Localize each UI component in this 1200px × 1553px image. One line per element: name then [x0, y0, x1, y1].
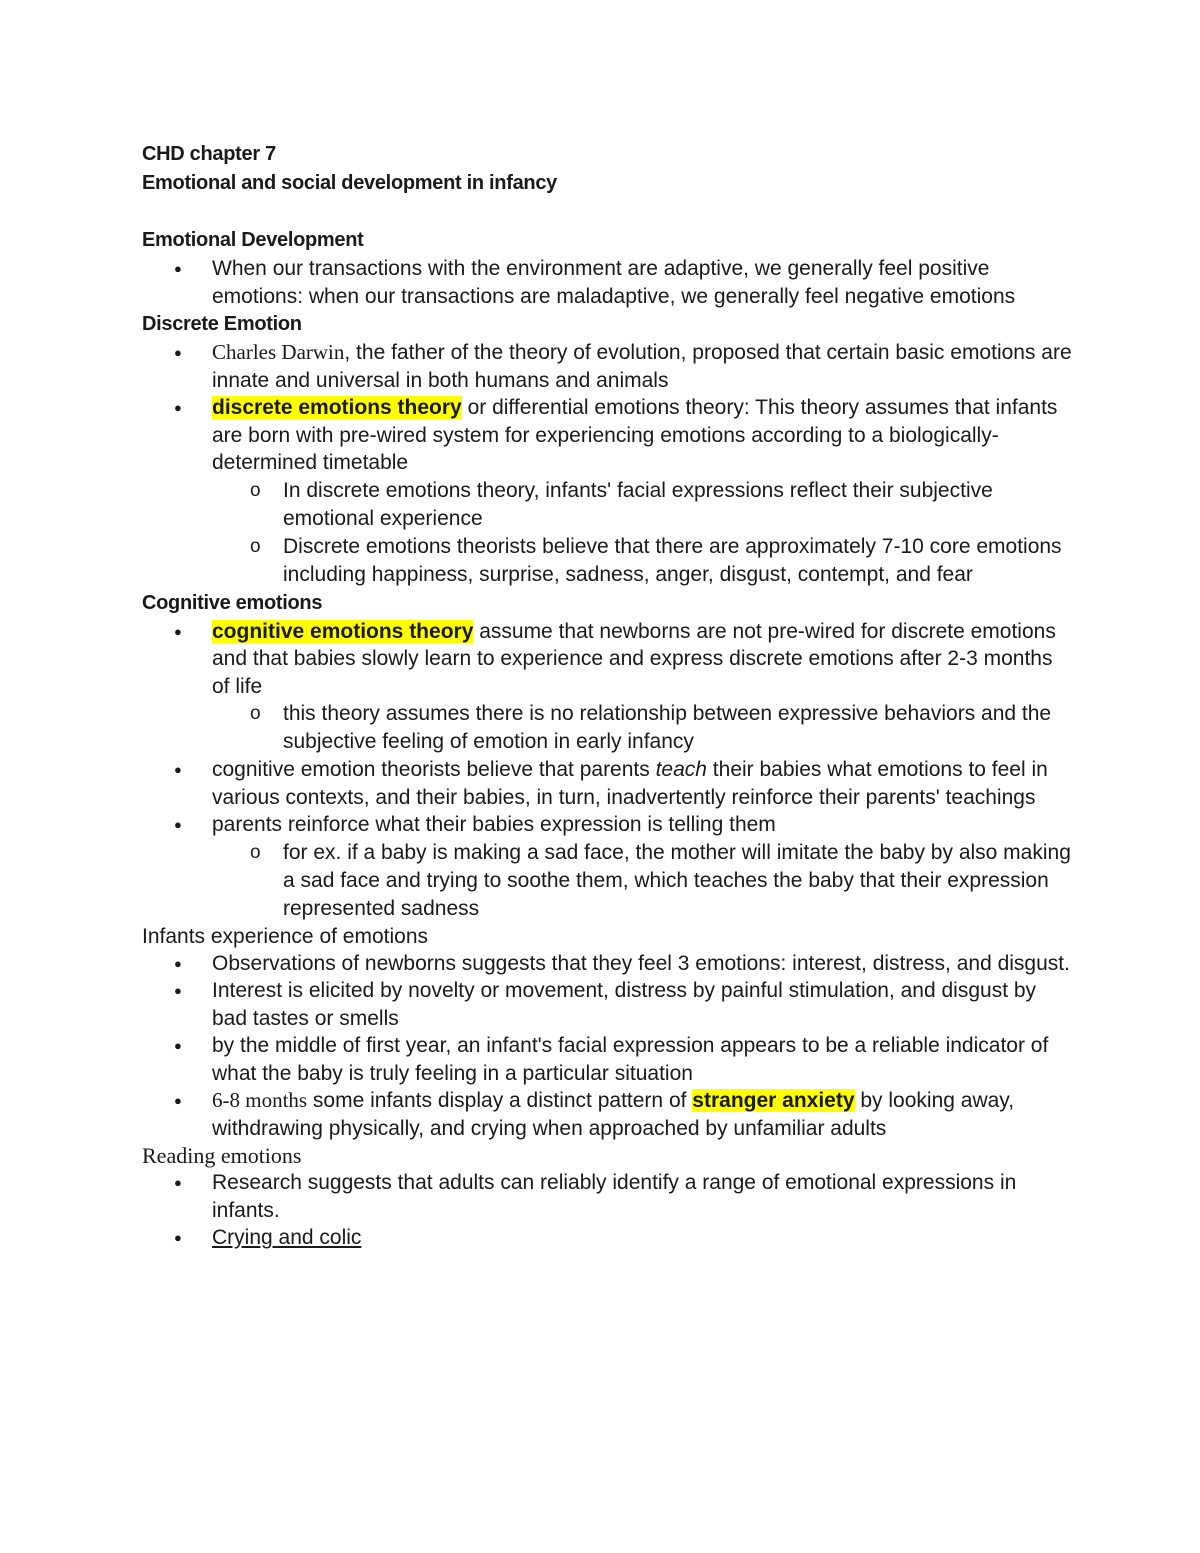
sub-list-item: o In discrete emotions theory, infants' facial expressions reflect their subjective emotional experience — [142, 477, 1072, 533]
sub-list-item: o this theory assumes there is no relationship between expressive behaviors and the subjective feeling of emotion in early infancy — [142, 700, 1072, 756]
sub-list-item: o for ex. if a baby is making a sad face, the mother will imitate the baby by also making a sad face and trying to soothe them, which teaches the baby that their expression represented sadness — [142, 839, 1072, 923]
list-item-text: by looking away, withdrawing physically, and crying when approached by unfamiliar adults — [212, 1089, 1015, 1140]
bullet-list — [142, 950, 1072, 1143]
highlighted-term: stranger anxiety — [692, 1089, 855, 1112]
list-item: ● Research suggests that adults can reliably identify a range of emotional expressions in infants. — [142, 1169, 1072, 1224]
list-item — [142, 618, 1072, 701]
bullet-list — [142, 618, 1072, 923]
list-item — [142, 1087, 1072, 1142]
sub-list-item: o Discrete emotions theorists believe that there are approximately 7-10 core emotions including happiness, surprise, sadness, anger, disgust, contempt, and fear — [142, 533, 1072, 589]
section-heading-reading-emotions: Reading emotions — [142, 1143, 302, 1168]
list-item — [142, 339, 1072, 394]
document-title: CHD chapter 7 — [142, 143, 276, 165]
emphasized-word: teach — [655, 758, 707, 781]
highlighted-term: discrete emotions theory — [212, 396, 462, 419]
list-item — [142, 394, 1072, 477]
list-item: ● When our transactions with the environment are adaptive, we generally feel positive emotions: when our transactions are maladaptive, we generally feel negative emotions — [142, 255, 1072, 310]
list-item: ● by the middle of first year, an infant's facial expression appears to be a reliable indicator of what the baby is truly feeling in a particular situation — [142, 1032, 1072, 1087]
section-heading-infants-experience: Infants experience of emotions — [142, 924, 429, 948]
document-body — [142, 140, 1072, 1252]
person-name: Charles Darwin — [212, 340, 345, 364]
section-heading-cognitive-emotions: Cognitive emotions — [142, 591, 323, 614]
section-heading-discrete-emotion: Discrete Emotion — [142, 313, 302, 335]
list-item: ● Observations of newborns suggests that they feel 3 emotions: interest, distress, and disgust. — [142, 950, 1072, 978]
list-item-text: their babies what emotions to feel in various contexts, and their babies, in turn, inadvertently reinforce their parents' teachings — [212, 758, 1048, 809]
list-item-text: some infants display a distinct pattern of — [307, 1089, 693, 1112]
bullet-list — [142, 339, 1072, 589]
age-range: 6-8 months — [212, 1088, 308, 1112]
bullet-list — [142, 1169, 1072, 1252]
section-heading-emotional-development: Emotional Development — [142, 229, 364, 251]
list-item-text: assume that newborns are not pre-wired for discrete emotions and that babies slowly learn to experience and express discrete emotions after 2-3 months of life — [212, 619, 1056, 698]
document-subtitle: Emotional and social development in infancy — [142, 172, 557, 194]
list-item-text: , the father of the theory of evolution, proposed that certain basic emotions are innate and universal in both humans and animals — [212, 341, 1072, 392]
list-item-text: cognitive emotion theorists believe that parents — [212, 758, 656, 781]
list-item-text: or differential emotions theory: This theory assumes that infants are born with pre-wired system for experiencing emotions according to a biologically-determined timetable — [212, 396, 1058, 474]
highlighted-term: cognitive emotions theory — [212, 619, 474, 643]
list-item: ● parents reinforce what their babies expression is telling them — [142, 811, 1072, 839]
list-item: ● Interest is elicited by novelty or movement, distress by painful stimulation, and disgust by bad tastes or smells — [142, 977, 1072, 1032]
list-item — [142, 1224, 1072, 1252]
bullet-list — [142, 255, 1072, 310]
list-item — [142, 756, 1072, 811]
crying-and-colic-link[interactable]: Crying and colic — [212, 1226, 362, 1249]
